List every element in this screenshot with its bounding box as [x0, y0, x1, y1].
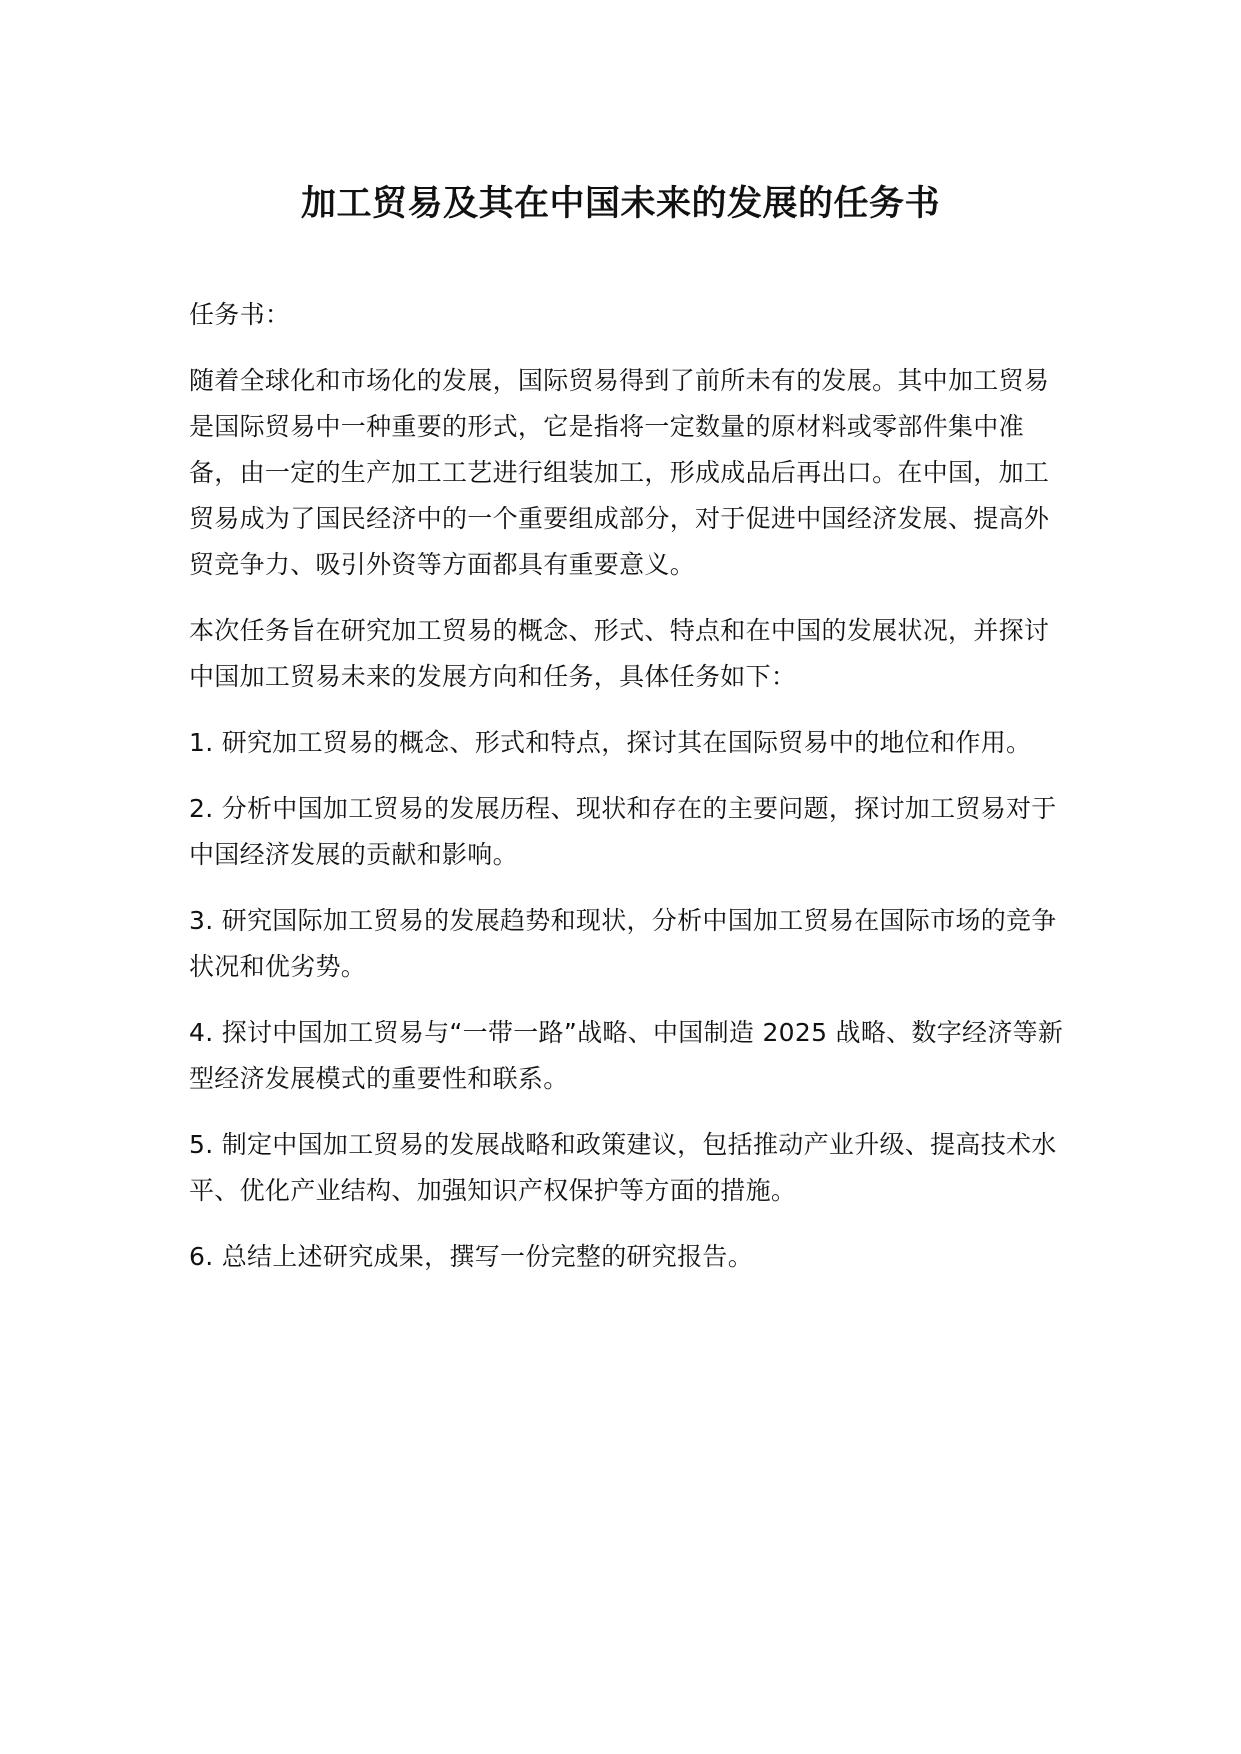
- intro-paragraph: 随着全球化和市场化的发展，国际贸易得到了前所未有的发展。其中加工贸易是国际贸易中一种重要的形式，它是指将一定数量的原材料或零部件集中准备，由一定的生产加工工艺进行组装加工，形成成品后再出口。在中国，加工贸易成为了国民经济中的一个重要组成部分，对于促进中国经济发展、提高外贸竞争力、吸引外资等方面都具有重要意义。: [189, 366, 1050, 579]
- task-item: 3. 研究国际加工贸易的发展趋势和现状，分析中国加工贸易在国际市场的竞争状况和优劣势。: [189, 906, 1057, 981]
- section-label: 任务书：: [189, 300, 291, 329]
- task-overview-paragraph: 本次任务旨在研究加工贸易的概念、形式、特点和在中国的发展状况，并探讨中国加工贸易未来的发展方向和任务，具体任务如下：: [189, 616, 1050, 691]
- task-item: 1. 研究加工贸易的概念、形式和特点，探讨其在国际贸易中的地位和作用。: [189, 728, 1032, 757]
- document-title: 加工贸易及其在中国未来的发展的任务书: [300, 184, 940, 224]
- task-item: 4. 探讨中国加工贸易与“一带一路”战略、中国制造 2025 战略、数字经济等新型经济发展模式的重要性和联系。: [189, 1018, 1064, 1093]
- task-list: [189, 720, 1069, 1280]
- task-item: 2. 分析中国加工贸易的发展历程、现状和存在的主要问题，探讨加工贸易对于中国经济发展的贡献和影响。: [189, 794, 1057, 869]
- task-item: 5. 制定中国加工贸易的发展战略和政策建议，包括推动产业升级、提高技术水平、优化产业结构、加强知识产权保护等方面的措施。: [189, 1130, 1057, 1205]
- document-body: [189, 292, 1069, 1300]
- task-item: 6. 总结上述研究成果，撰写一份完整的研究报告。: [189, 1242, 754, 1271]
